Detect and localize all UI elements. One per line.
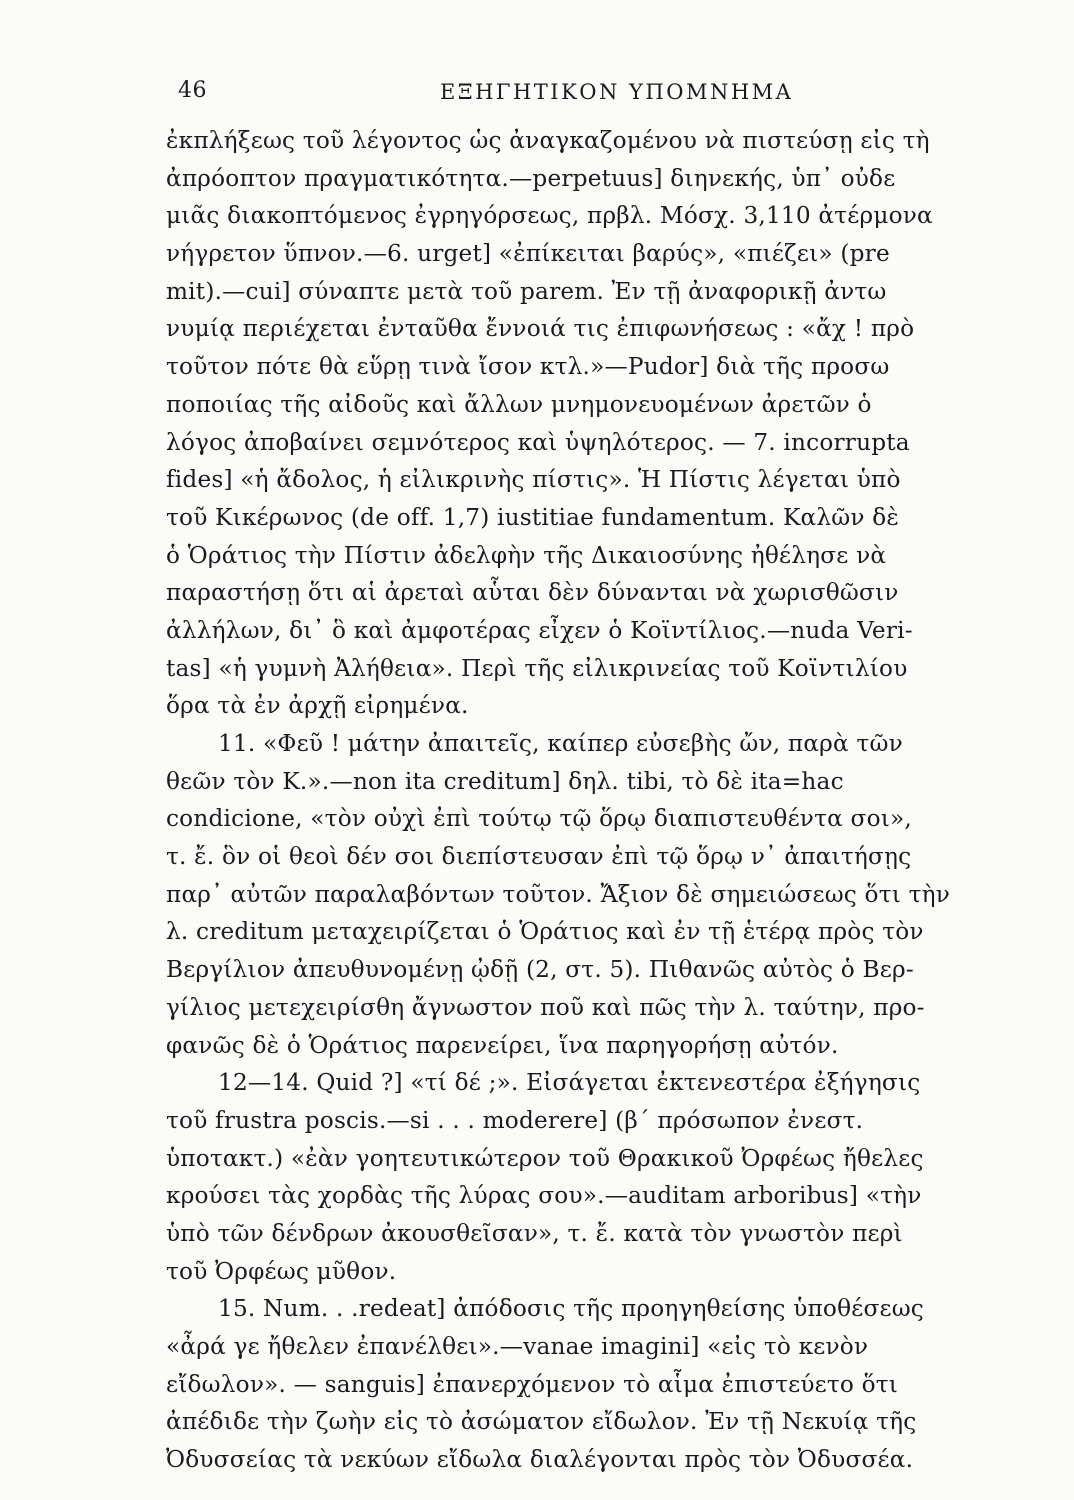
text-line: fides] «ἡ ἄδολος, ἡ εἰλικρινὴς πίστις». Ἡ Πίστις λέγεται ὑπὸ <box>166 466 901 494</box>
text-line: ποποιίας τῆς αἰδοῦς καὶ ἄλλων μνημονευομένων ἀρετῶν ὁ <box>166 390 872 418</box>
text-line: νήγρετον ὕπνον.—6. urget] «ἐπίκειται βαρύς», «πιέζει» (pre <box>166 240 890 268</box>
text-line: φανῶς δὲ ὁ Ὁράτιος παρενείρει, ἵνα παρηγορήσῃ αὐτόν. <box>166 1031 839 1059</box>
text-line: ὁ Ὁράτιος τὴν Πίστιν ἀδελφὴν τῆς Δικαιοσύνης ἠθέλησε νὰ <box>166 541 887 569</box>
text-line: τοῦ frustra poscis.—si . . . moderere] (β´ πρόσωπον ἐνεστ. <box>166 1106 864 1134</box>
text-line: Βεργίλιον ἀπευθυνομένῃ ᾠδῇ (2, στ. 5). Πιθανῶς αὐτὸς ὁ Βερ- <box>166 956 914 984</box>
text-line: tas] «ἡ γυμνὴ Ἀλήθεια». Περὶ τῆς εἰλικρινείας τοῦ Κοϊντιλίου <box>166 654 908 682</box>
commentary-text <box>166 122 1074 1479</box>
text-line: ὑποτακτ.) «ἐὰν γοητευτικώτερον τοῦ Θρακικοῦ Ὀρφέως ἤθελες <box>166 1144 924 1172</box>
text-line: ἀλλήλων, δι᾽ ὃ καὶ ἀμφοτέρας εἶχεν ὁ Κοϊντίλιος.—nuda Veri- <box>166 616 913 644</box>
text-line: εἴδωλον». — sanguis] ἐπανερχόμενον τὸ αἷμα ἐπιστεύετο ὅτι <box>166 1370 899 1398</box>
text-line: ἐκπλήξεως τοῦ λέγοντος ὡς ἀναγκαζομένου νὰ πιστεύσῃ εἰς τὴ <box>166 127 930 154</box>
text-line: Ὀδυσσείας τὰ νεκύων εἴδωλα διαλέγονται πρὸς τὸν Ὀδυσσέα. <box>166 1446 914 1474</box>
text-line: ὅρα τὰ ἐν ἀρχῇ εἰρημένα. <box>166 692 469 720</box>
text-line: μιᾶς διακοπτόμενος ἐγρηγόρσεως, πρβλ. Μόσχ. 3,110 ἀτέρμονα <box>166 202 933 230</box>
text-line: ὑπὸ τῶν δένδρων ἀκουσθεῖσαν», τ. ἔ. κατὰ τὸν γνωστὸν περὶ <box>166 1219 903 1247</box>
text-line: γίλιος μετεχειρίσθη ἄγνωστον ποῦ καὶ πῶς τὴν λ. ταύτην, προ- <box>166 993 925 1021</box>
text-line: mit).—cui] σύναπτε μετὰ τοῦ parem. Ἐν τῇ ἀναφορικῇ ἀντω <box>166 277 887 305</box>
text-line: τοῦτον πότε θὰ εὕρῃ τινὰ ἴσον κτλ.»—Pudor] διὰ τῆς προσω <box>166 353 890 381</box>
text-line: 12—14. Quid ?] «τί δέ ;». Εἰσάγεται ἐκτενεστέρα ἐξήγησις <box>218 1069 921 1097</box>
text-line: παραστήσῃ ὅτι αἱ ἀρεταὶ αὗται δὲν δύνανται νὰ χωρισθῶσιν <box>166 579 899 607</box>
text-line: 15. Num. . .redeat] ἀπόδοσις τῆς προηγηθείσης ὑποθέσεως <box>218 1295 924 1323</box>
text-line: παρ᾽ αὐτῶν παραλαβόντων τοῦτον. Ἄξιον δὲ σημειώσεως ὅτι τὴν <box>166 880 951 908</box>
page-number: 46 <box>178 78 207 103</box>
text-line: condicione, «τὸν οὐχὶ ἐπὶ τούτῳ τῷ ὅρῳ διαπιστευθέντα σοι», <box>166 805 912 833</box>
text-line: νυμίᾳ περιέχεται ἐνταῦθα ἔννοιά τις ἐπιφωνήσεως : «ἄχ ! πρὸ <box>166 315 915 343</box>
text-line: θεῶν τὸν Κ.».—non ita creditum] δηλ. tibi, τὸ δὲ ita=hac <box>166 767 844 795</box>
text-line: ἀπρόοπτον πραγματικότητα.—perpetuus] διηνεκής, ὑπ᾽ οὐδε <box>166 164 896 192</box>
running-title: ΕΞΗΓΗΤΙΚΟΝ ΥΠΟΜΝΗΜΑ <box>440 80 794 104</box>
text-line: τ. ἔ. ὃν οἱ θεοὶ δέν σοι διεπίστευσαν ἐπὶ τῷ ὅρῳ ν᾽ ἀπαιτήσῃς <box>166 843 912 871</box>
text-line: ἀπέδιδε τὴν ζωὴν εἰς τὸ ἀσώματον εἴδωλον. Ἐν τῇ Νεκυίᾳ τῆς <box>166 1408 917 1436</box>
page-header <box>0 78 1074 118</box>
text-line: λ. creditum μεταχειρίζεται ὁ Ὁράτιος καὶ ἐν τῇ ἑτέρᾳ πρὸς τὸν <box>166 918 924 946</box>
text-line: 11. «Φεῦ ! μάτην ἀπαιτεῖς, καίπερ εὐσεβὴς ὤν, παρὰ τῶν <box>218 730 903 757</box>
text-line: κρούσει τὰς χορδὰς τῆς λύρας σου».—auditam arboribus] «τὴν <box>166 1182 922 1210</box>
text-line: λόγος ἀποβαίνει σεμνότερος καὶ ὑψηλότερος. — 7. incorrupta <box>166 428 910 456</box>
text-line: τοῦ Κικέρωνος (de off. 1,7) iustitiae fundamentum. Καλῶν δὲ <box>166 503 900 531</box>
text-line: «ἆρά γε ἤθελεν ἐπανέλθει».—vanae imagini] «εἰς τὸ κενὸν <box>166 1333 869 1360</box>
text-line: τοῦ Ὀρφέως μῦθον. <box>166 1257 397 1285</box>
